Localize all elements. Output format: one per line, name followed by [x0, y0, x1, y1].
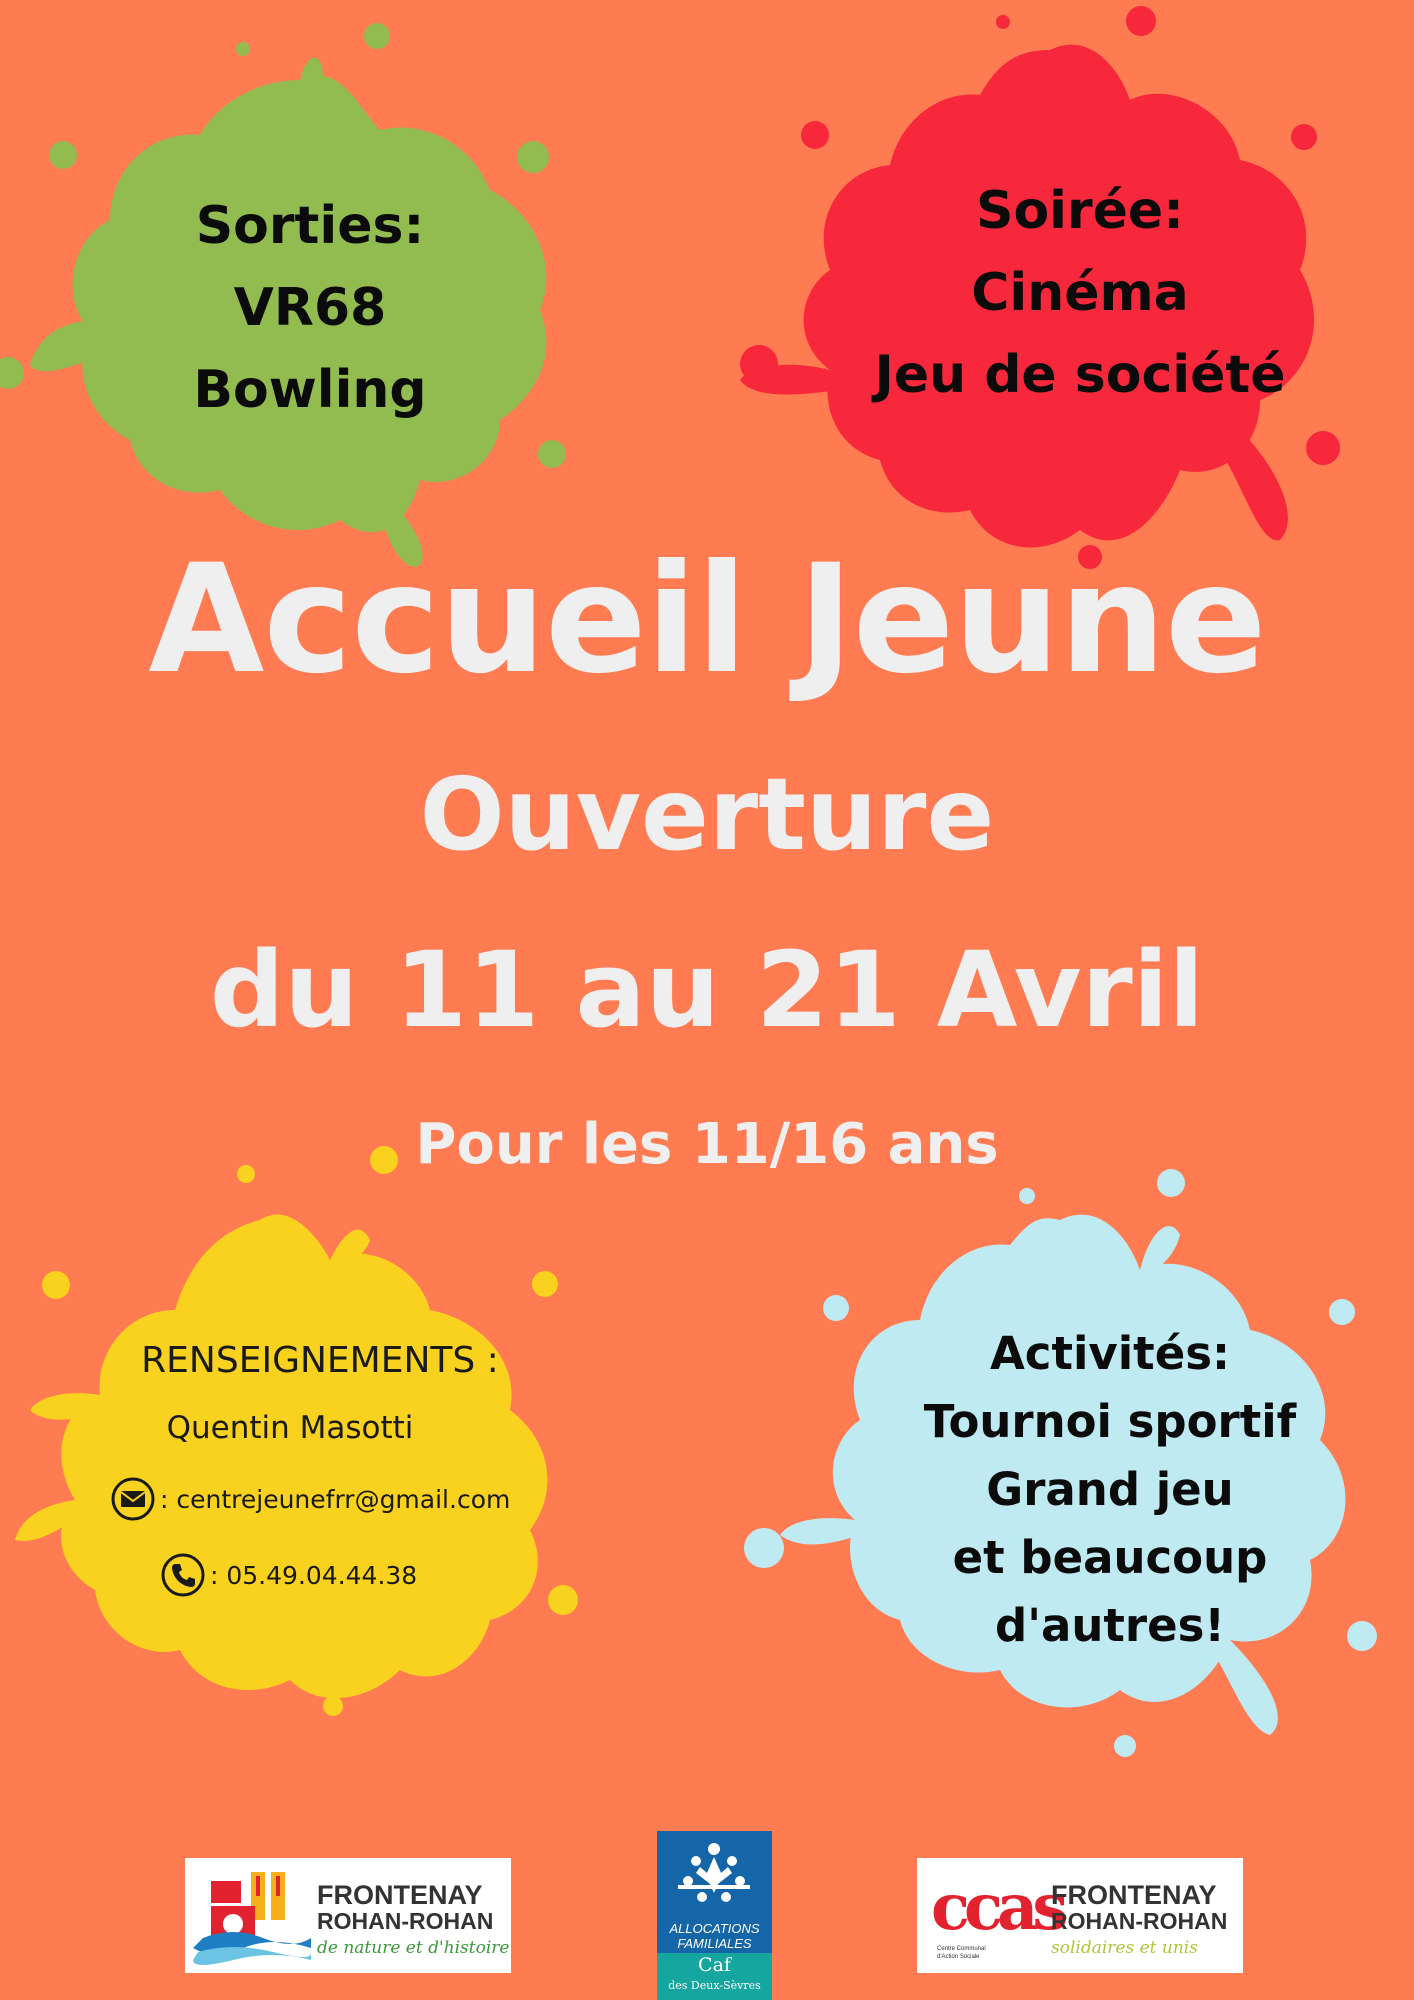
main-title: Accueil Jeune: [148, 533, 1266, 707]
ccas-logo: [917, 1858, 1243, 1973]
activites-line: Tournoi sportif: [923, 1395, 1297, 1448]
frontenay-name-1: FRONTENAY: [317, 1880, 483, 1910]
ccas-name-2: ROHAN-ROHAN: [1051, 1908, 1228, 1934]
frontenay-name-2: ROHAN-ROHAN: [317, 1908, 494, 1934]
contact-name: Quentin Masotti: [166, 1410, 414, 1446]
subtitle: Ouverture: [419, 756, 995, 873]
contact-heading: RENSEIGNEMENTS :: [141, 1340, 499, 1381]
frontenay-logo: [185, 1858, 511, 1973]
email-address[interactable]: : centrejeunefrr@gmail.com: [160, 1484, 511, 1514]
ccas-small-2: d'Action Sociale: [937, 1954, 980, 1960]
phone-icon: [160, 1552, 206, 1598]
soiree-line: Soirée:: [976, 181, 1184, 241]
ccas-small-1: Centre Communal: [937, 1946, 986, 1952]
caf-people-icon: [674, 1839, 754, 1919]
caf-logo: [657, 1831, 772, 2000]
activites-line: Grand jeu: [986, 1463, 1234, 1516]
caf-name-band: [657, 1953, 772, 2000]
phone-number[interactable]: : 05.49.04.44.38: [210, 1560, 418, 1590]
sorties-splash-text: [120, 185, 500, 431]
frontenay-tagline: de nature et d'histoire: [317, 1938, 510, 1958]
caf-line-1: ALLOCATIONS: [669, 1921, 760, 1936]
email-line: [110, 1476, 510, 1522]
ccas-tagline: solidaires et unis: [1051, 1938, 1198, 1958]
activites-line: et beaucoup: [952, 1531, 1268, 1584]
soiree-line: Jeu de société: [874, 345, 1286, 405]
soiree-splash-text: [830, 170, 1330, 416]
activites-splash-text: [880, 1320, 1340, 1660]
sorties-line: Sorties:: [195, 196, 425, 256]
caf-region: des Deux-Sèvres: [668, 1979, 761, 1992]
activites-line: Activités:: [989, 1327, 1230, 1380]
sorties-line: Bowling: [193, 360, 427, 420]
caf-line-2: FAMILIALES: [677, 1936, 752, 1951]
soiree-line: Cinéma: [971, 263, 1189, 323]
age-range: Pour les 11/16 ans: [415, 1112, 999, 1177]
ccas-letters: ccas: [931, 1870, 1063, 1945]
caf-name: Caf: [698, 1954, 731, 1976]
activites-line: d'autres!: [995, 1599, 1225, 1652]
date-range: du 11 au 21 Avril: [209, 929, 1205, 1051]
frontenay-emblem-icon: [193, 1866, 311, 1966]
envelope-icon: [110, 1476, 156, 1522]
ccas-name-1: FRONTENAY: [1051, 1880, 1217, 1910]
sorties-line: VR68: [233, 278, 387, 338]
phone-line: [160, 1552, 417, 1598]
